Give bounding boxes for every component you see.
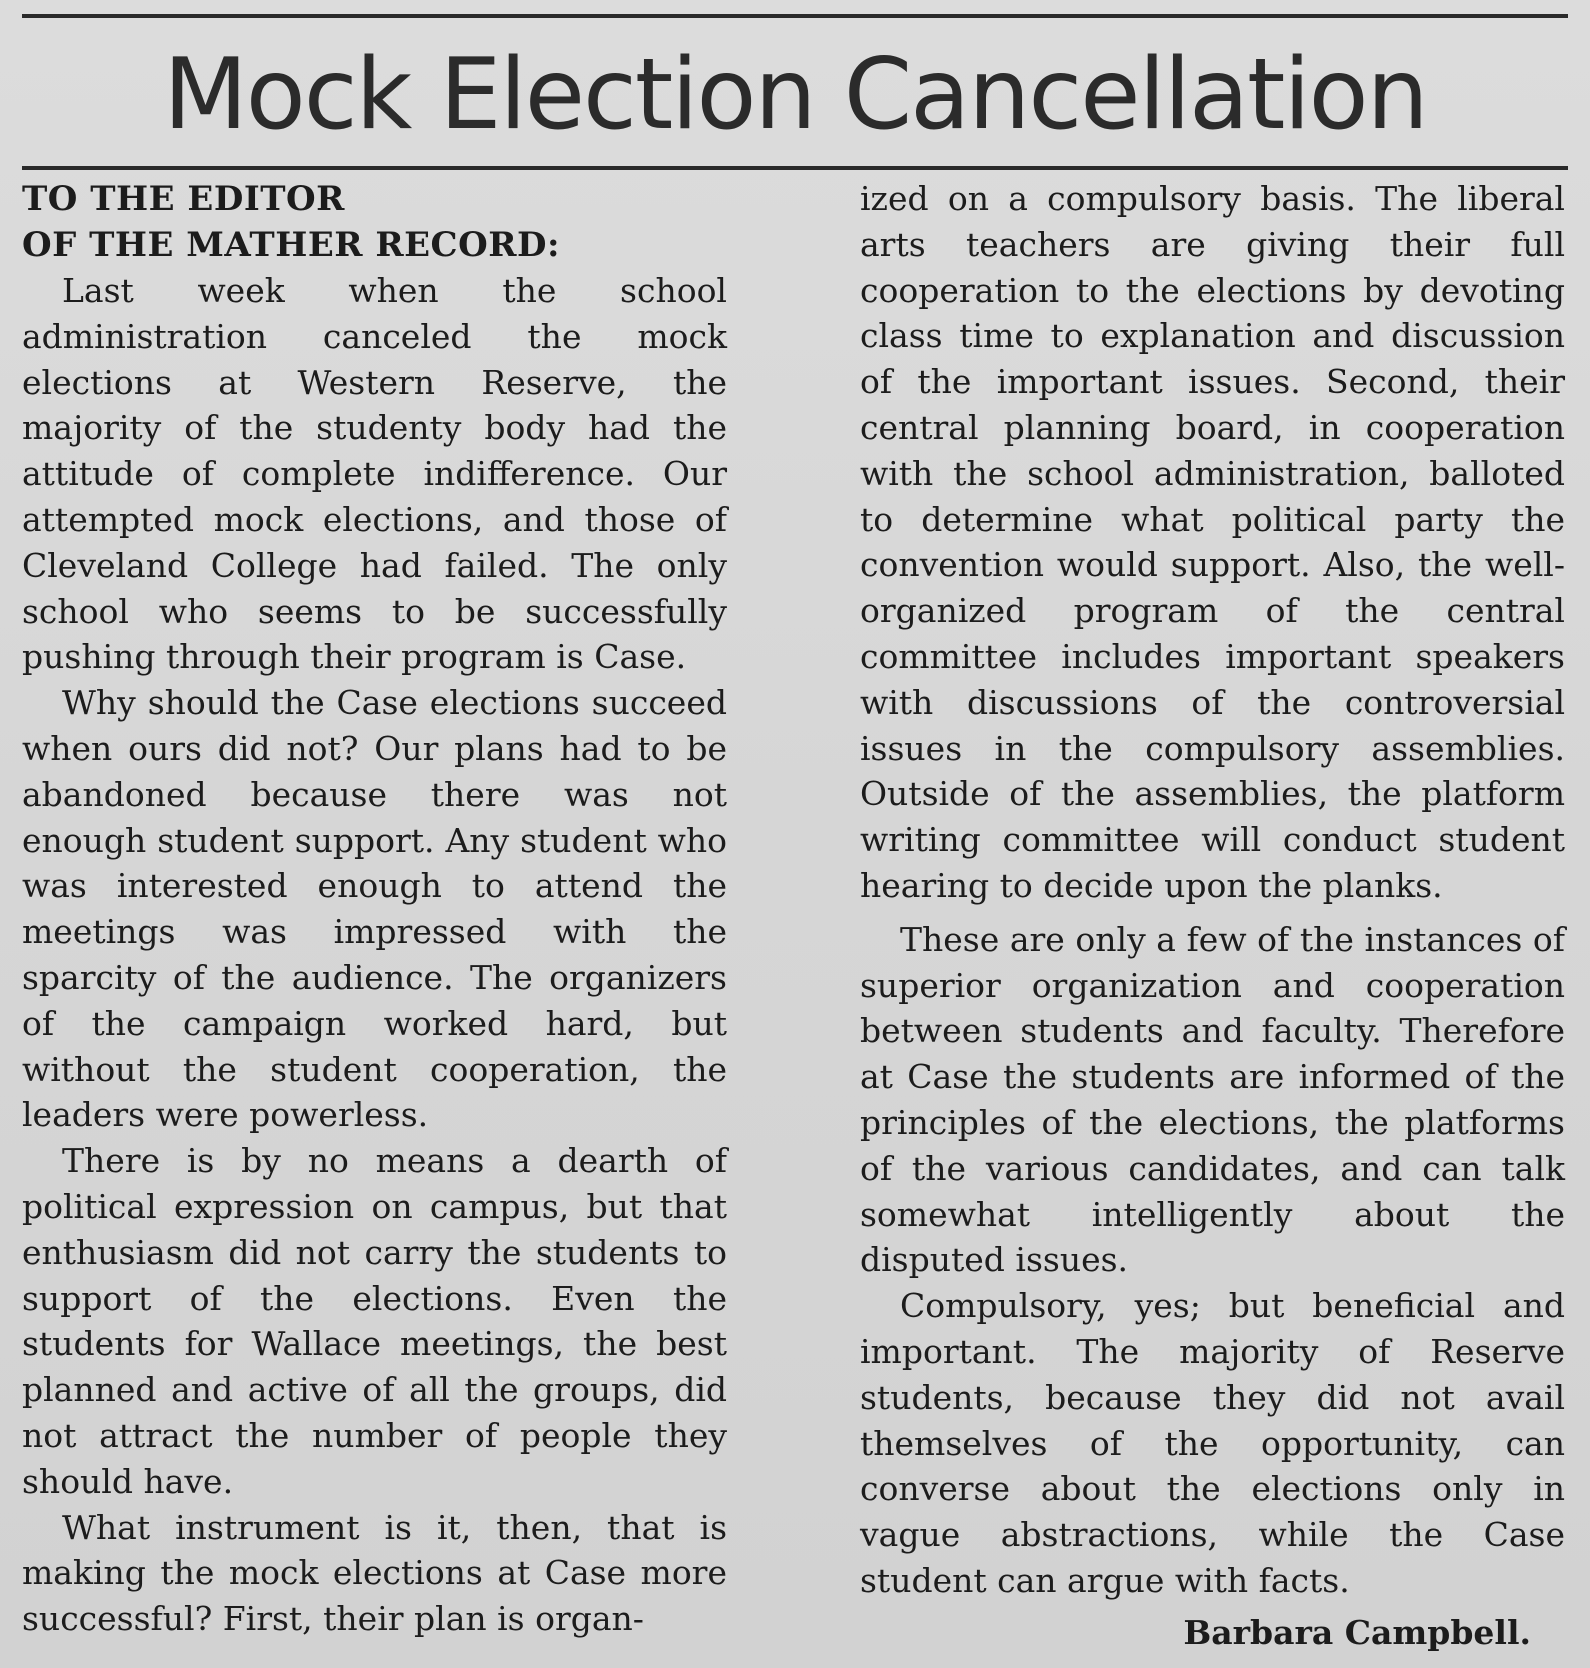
salutation-line: OF THE MATHER RECORD: xyxy=(22,225,560,265)
salutation-line: TO THE EDITOR xyxy=(22,179,345,219)
paragraph: There is by no means a dearth of political expression on campus, but that enthusiasm did not carry the students to support of the elections. Even the students for Wallace meetings, the best planned and active of all the groups, did not attract the number of people they should have. xyxy=(22,1141,727,1501)
paragraph: Why should the Case elections succeed when ours did not? Our plans had to be abandoned because there was not enough student support. Any student who was interested enough to attend the meetings was impressed with the sparcity of the audience. The organizers of the campaign worked hard, but without the student cooperation, the leaders were powerless. xyxy=(22,683,727,1135)
paragraph: What instrument is it, then, that is making the mock elections at Case more successful? First, their plan is organ- xyxy=(22,1507,727,1639)
headline-rule xyxy=(22,166,1568,170)
paragraph-continued: ized on a compulsory basis. The liberal arts teachers are giving their full cooperation to the elections by devoting class time to explanation and discussion of the important issues. Second, their central planning board, in cooperation with the school administration, balloted to determine what political party the convention would support. Also, the well-organized program of the central committee includes important speakers with discussions of the controversial issues in the compulsory assemblies. Outside of the assemblies, the platform writing committee will conduct student hearing to decide upon the planks. xyxy=(860,179,1565,905)
right-column xyxy=(860,176,1565,1655)
headline: Mock Election Cancellation xyxy=(163,38,1427,152)
salutation xyxy=(22,176,727,268)
paragraph: Compulsory, yes; but beneficial and important. The majority of Reserve students, because they did not avail themselves of the opportunity, can converse about the elections only in vague abstractions, while the Case student can argue with facts. xyxy=(860,1286,1565,1600)
left-column xyxy=(22,176,727,1642)
paragraph: Last week when the school administration canceled the mock elections at Western Reserve, the majority of the studenty body had the attitude of complete indifference. Our attempted mock elections, and those of Cleveland College had failed. The only school who seems to be successfully pushing through their program is Case. xyxy=(22,271,727,677)
top-rule xyxy=(22,14,1568,18)
paragraph: These are only a few of the instances of superior organization and cooperation between students and faculty. Therefore at Case the students are informed of the principles of the elections, the platforms of the various candidates, and can talk somewhat intelligently about the disputed issues. xyxy=(860,919,1565,1280)
author-signature: Barbara Campbell. xyxy=(1183,1612,1531,1652)
